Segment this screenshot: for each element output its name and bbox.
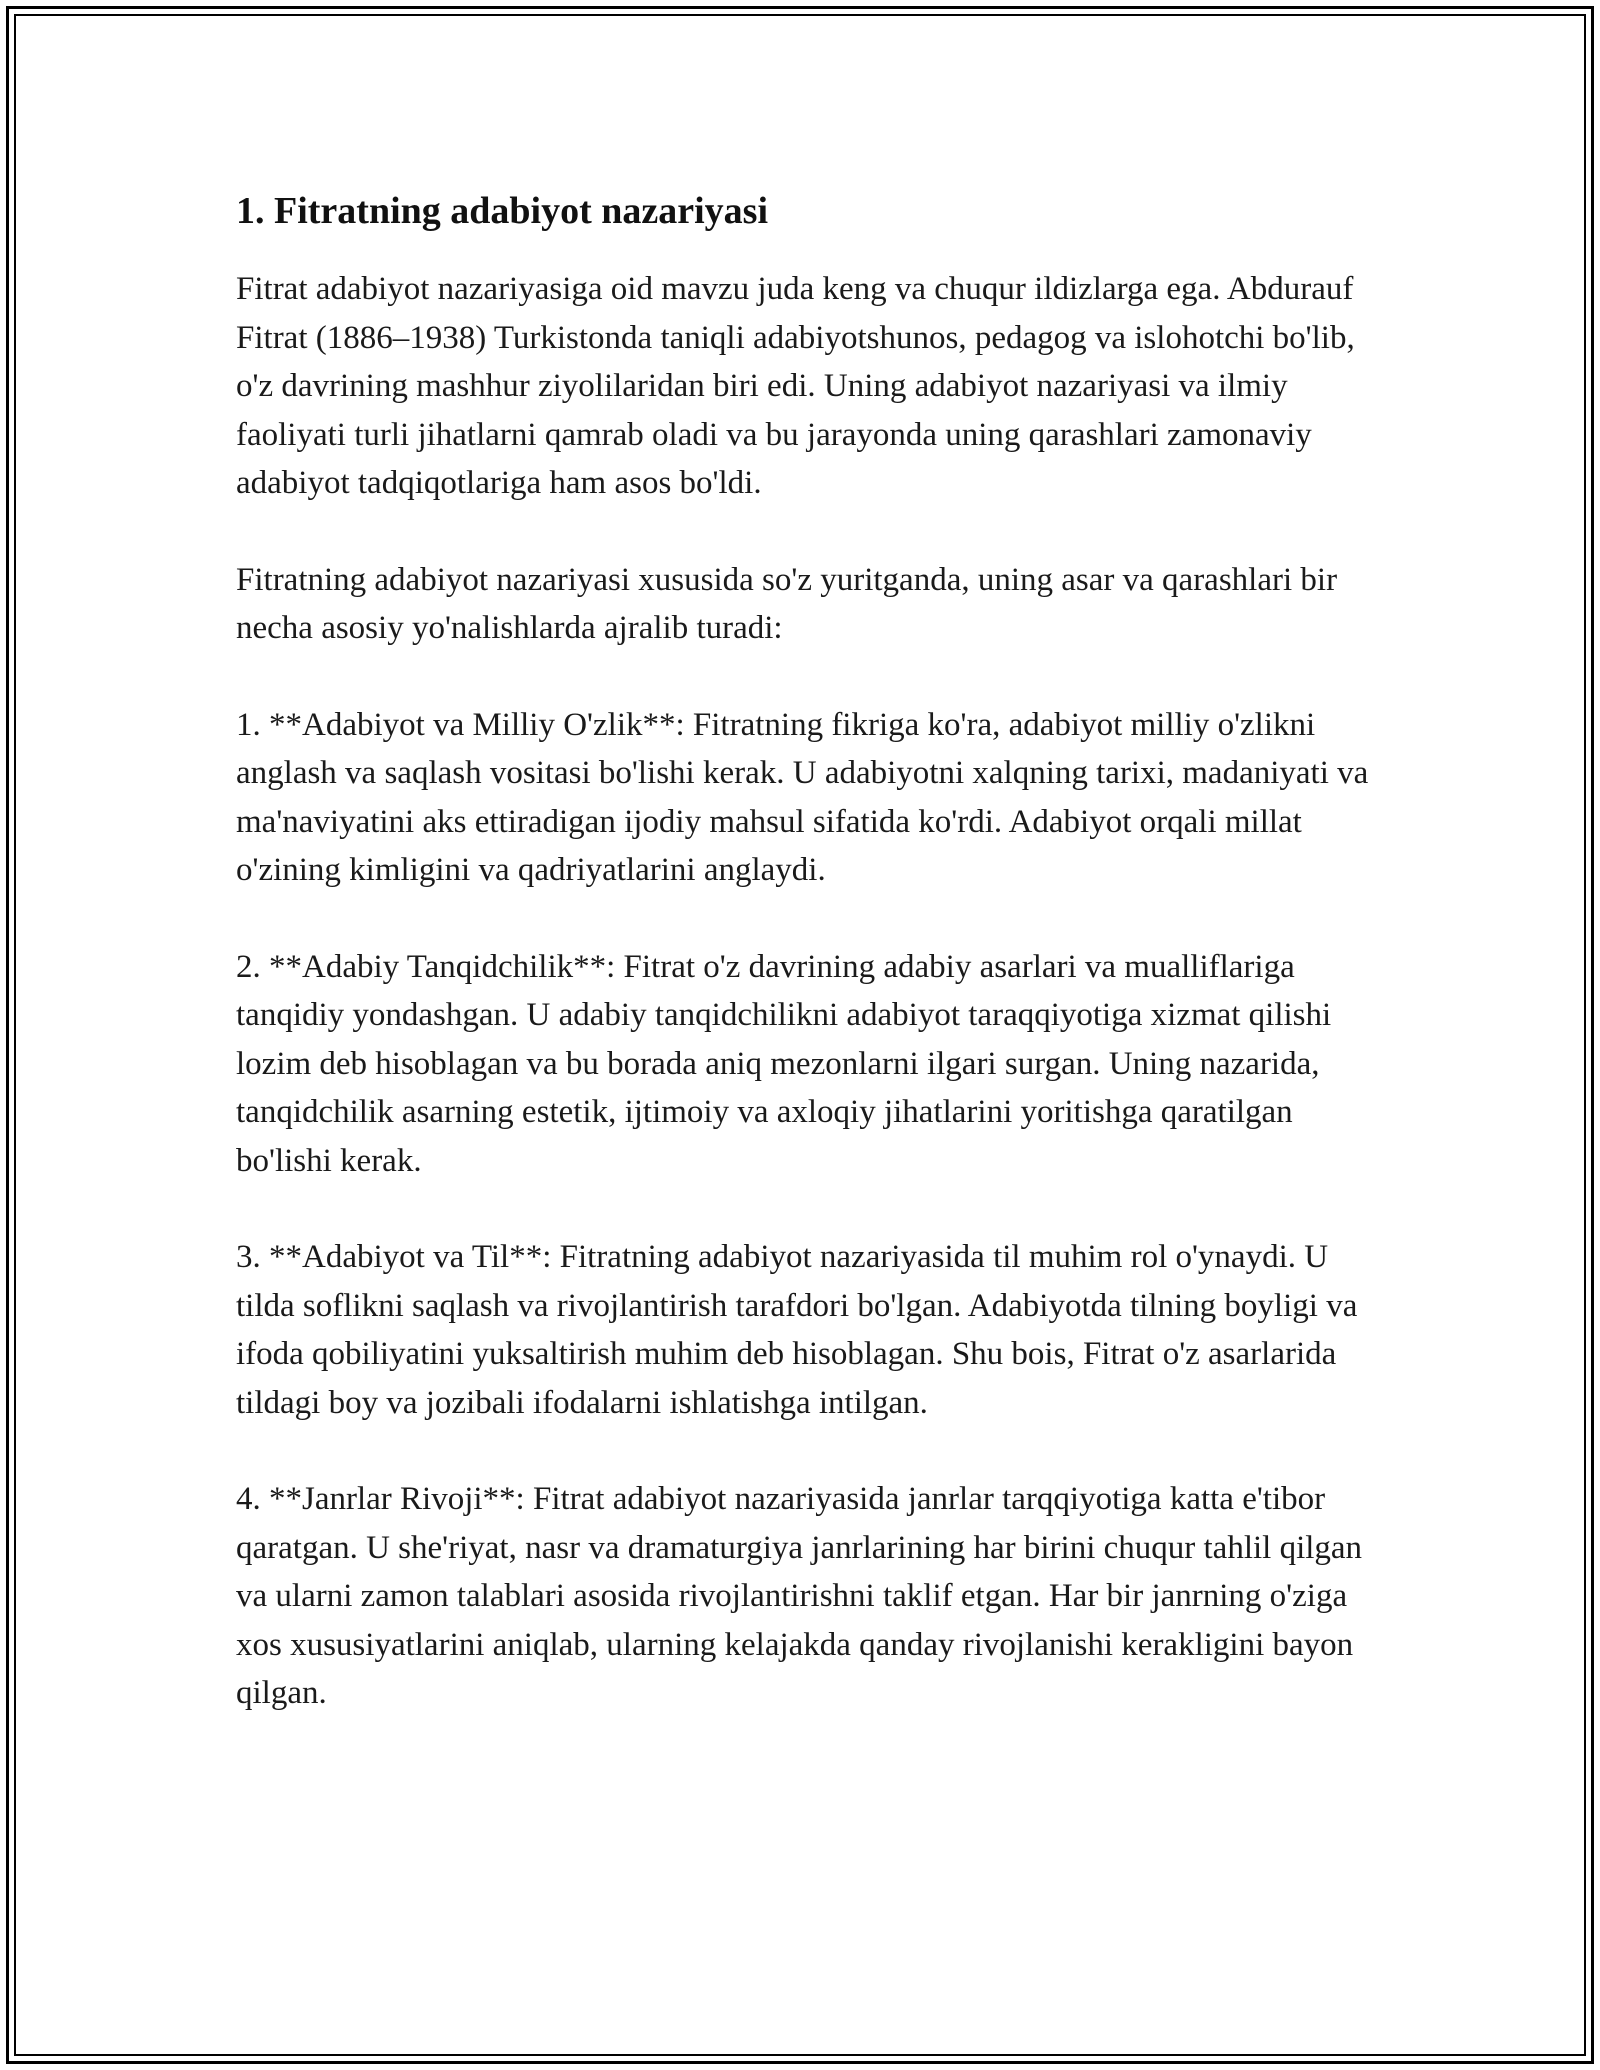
document-body [236, 186, 1386, 1766]
paragraph-point-1: 1. **Adabiyot va Milliy O'zlik**: Fitratning fikriga ko'ra, adabiyot milliy o'zlikni anglash va saqlash vositasi bo'lishi kerak. U adabiyotni xalqning tarixi, madaniyati va ma'naviyatini aks ettiradigan ijodiy mahsul sifatida ko'rdi. Adabiyot orqali millat o'zining kimligini va qadriyatlarini anglaydi. [236, 706, 1369, 888]
paragraph-intro: Fitrat adabiyot nazariyasiga oid mavzu juda keng va chuqur ildizlarga ega. Abdurauf Fitrat (1886–1938) Turkistonda taniqli adabiyotshunos, pedagog va islohotchi bo'lib, o'z davrining mashhur ziyolilaridan biri edi. Uning adabiyot nazariyasi va ilmiy faoliyati turli jihatlarni qamrab oladi va bu jarayonda uning qarashlari zamonaviy adabiyot tadqiqotlariga ham asos bo'ldi. [236, 271, 1355, 501]
paragraph-overview: Fitratning adabiyot nazariyasi xususida so'z yuritganda, uning asar va qarashlari bir necha asosiy yo'nalishlarda ajralib turadi: [236, 561, 1338, 646]
paragraph-point-4: 4. **Janrlar Rivoji**: Fitrat adabiyot nazariyasida janrlar tarqqiyotiga katta e'tibor qaratgan. U she'riyat, nasr va dramaturgiya janrlarining har birini chuqur tahlil qilgan va ularni zamon talablari asosida rivojlantirishni taklif etgan. Har bir janrning o'ziga xos xususiyatlarini aniqlab, ularning kelajakda qanday rivojlanishi kerakligini bayon qilgan. [236, 1481, 1363, 1711]
section-heading: 1. Fitratning adabiyot nazariyasi [236, 190, 769, 232]
paragraph-point-3: 3. **Adabiyot va Til**: Fitratning adabiyot nazariyasida til muhim rol o'ynaydi. U tilda soflikni saqlash va rivojlantirish tarafdori bo'lgan. Adabiyotda tilning boyligi va ifoda qobiliyatini yuksaltirish muhim deb hisoblagan. Shu bois, Fitrat o'z asarlarida tildagi boy va jozibali ifodalarni ishlatishga intilgan. [236, 1239, 1358, 1421]
paragraph-point-2: 2. **Adabiy Tanqidchilik**: Fitrat o'z davrining adabiy asarlari va mualliflariga tanqidiy yondashgan. U adabiy tanqidchilikni adabiyot taraqqiyotiga xizmat qilishi lozim deb hisoblagan va bu borada aniq mezonlarni ilgari surgan. Uning nazarida, tanqidchilik asarning estetik, ijtimoiy va axloqiy jihatlarini yoritishga qaratilgan bo'lishi kerak. [236, 948, 1332, 1179]
